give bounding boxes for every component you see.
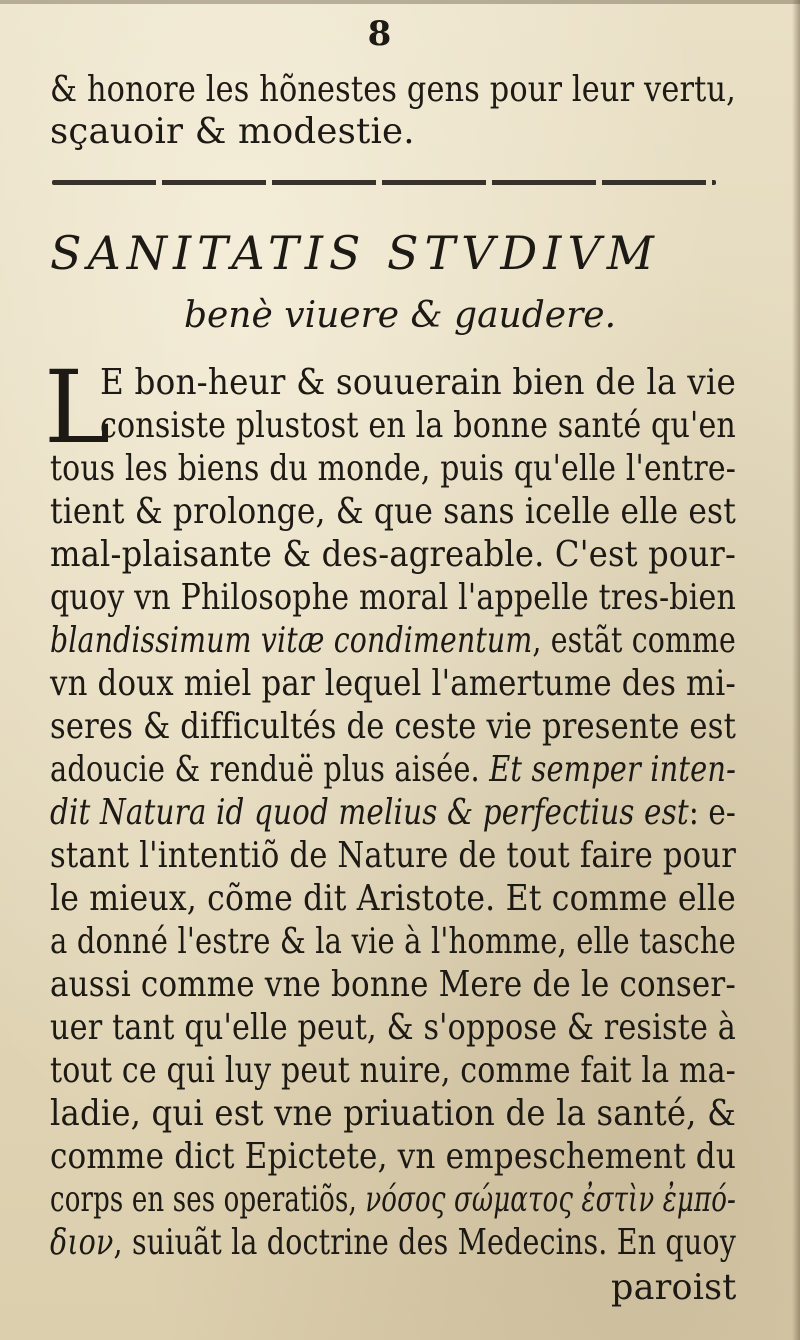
catchword: paroist: [610, 1267, 736, 1308]
preamble-line-2: sçauoir & modestie.: [50, 111, 415, 152]
body-line: adoucie & renduë plus aisée. Et semper inten-: [50, 749, 737, 790]
body-line: le mieux, cõme dit Aristote. Et comme elle: [50, 878, 736, 919]
body-line: vn doux miel par lequel l'amertume des mi-: [50, 663, 737, 704]
body-line: consiste plustost en la bonne santé qu'en: [100, 405, 736, 446]
body-line: aussi comme vne bonne Mere de le conser-: [50, 964, 737, 1005]
body-line: seres & difficultés de ceste vie presente est: [50, 706, 737, 747]
body-line: quoy vn Philosophe moral l'appelle tres-bien: [50, 577, 737, 618]
body-line: stant l'intentiõ de Nature de tout faire pour: [50, 835, 737, 876]
body-line: tous les biens du monde, puis qu'elle l'entre-: [50, 448, 736, 489]
body-line: ladie, qui est vne priuation de la santé, &: [50, 1093, 737, 1134]
body-line: dit Natura id quod melius & perfectius est: e-: [50, 792, 737, 833]
body-line: uer tant qu'elle peut, & s'oppose & resiste à: [50, 1007, 736, 1048]
body-line: διον, suiuãt la doctrine des Medecins. En quoy: [50, 1222, 736, 1263]
body-line: blandissimum vitæ condimentum, estãt comme: [50, 620, 736, 661]
preamble-line-1: & honore les hõnestes gens pour leur vertu,: [50, 69, 736, 110]
body-line: tient & prolonge, & que sans icelle elle est: [50, 491, 737, 532]
section-divider-rule: [52, 180, 716, 185]
page-number: 8: [367, 14, 393, 54]
body-line: tout ce qui luy peut nuire, comme fait la ma-: [50, 1050, 736, 1091]
page-top-edge: [0, 0, 800, 4]
body-line: a donné l'estre & la vie à l'homme, elle tasche: [50, 921, 736, 962]
drop-capital: L: [44, 349, 111, 466]
body-line: corps en ses operatiõs, νόσος σώματος ἐστὶν ἐμπό-: [50, 1179, 736, 1220]
section-heading: SANITATIS STVDIVM: [50, 226, 660, 280]
body-line: mal-plaisante & des-agreable. C'est pour-: [50, 534, 737, 575]
page-right-edge: [792, 0, 800, 1340]
body-line: E bon-heur & souuerain bien de la vie: [100, 362, 736, 403]
body-line: comme dict Epictete, vn empeschement du: [50, 1136, 736, 1177]
section-subheading: benè viuere & gaudere.: [183, 295, 617, 336]
